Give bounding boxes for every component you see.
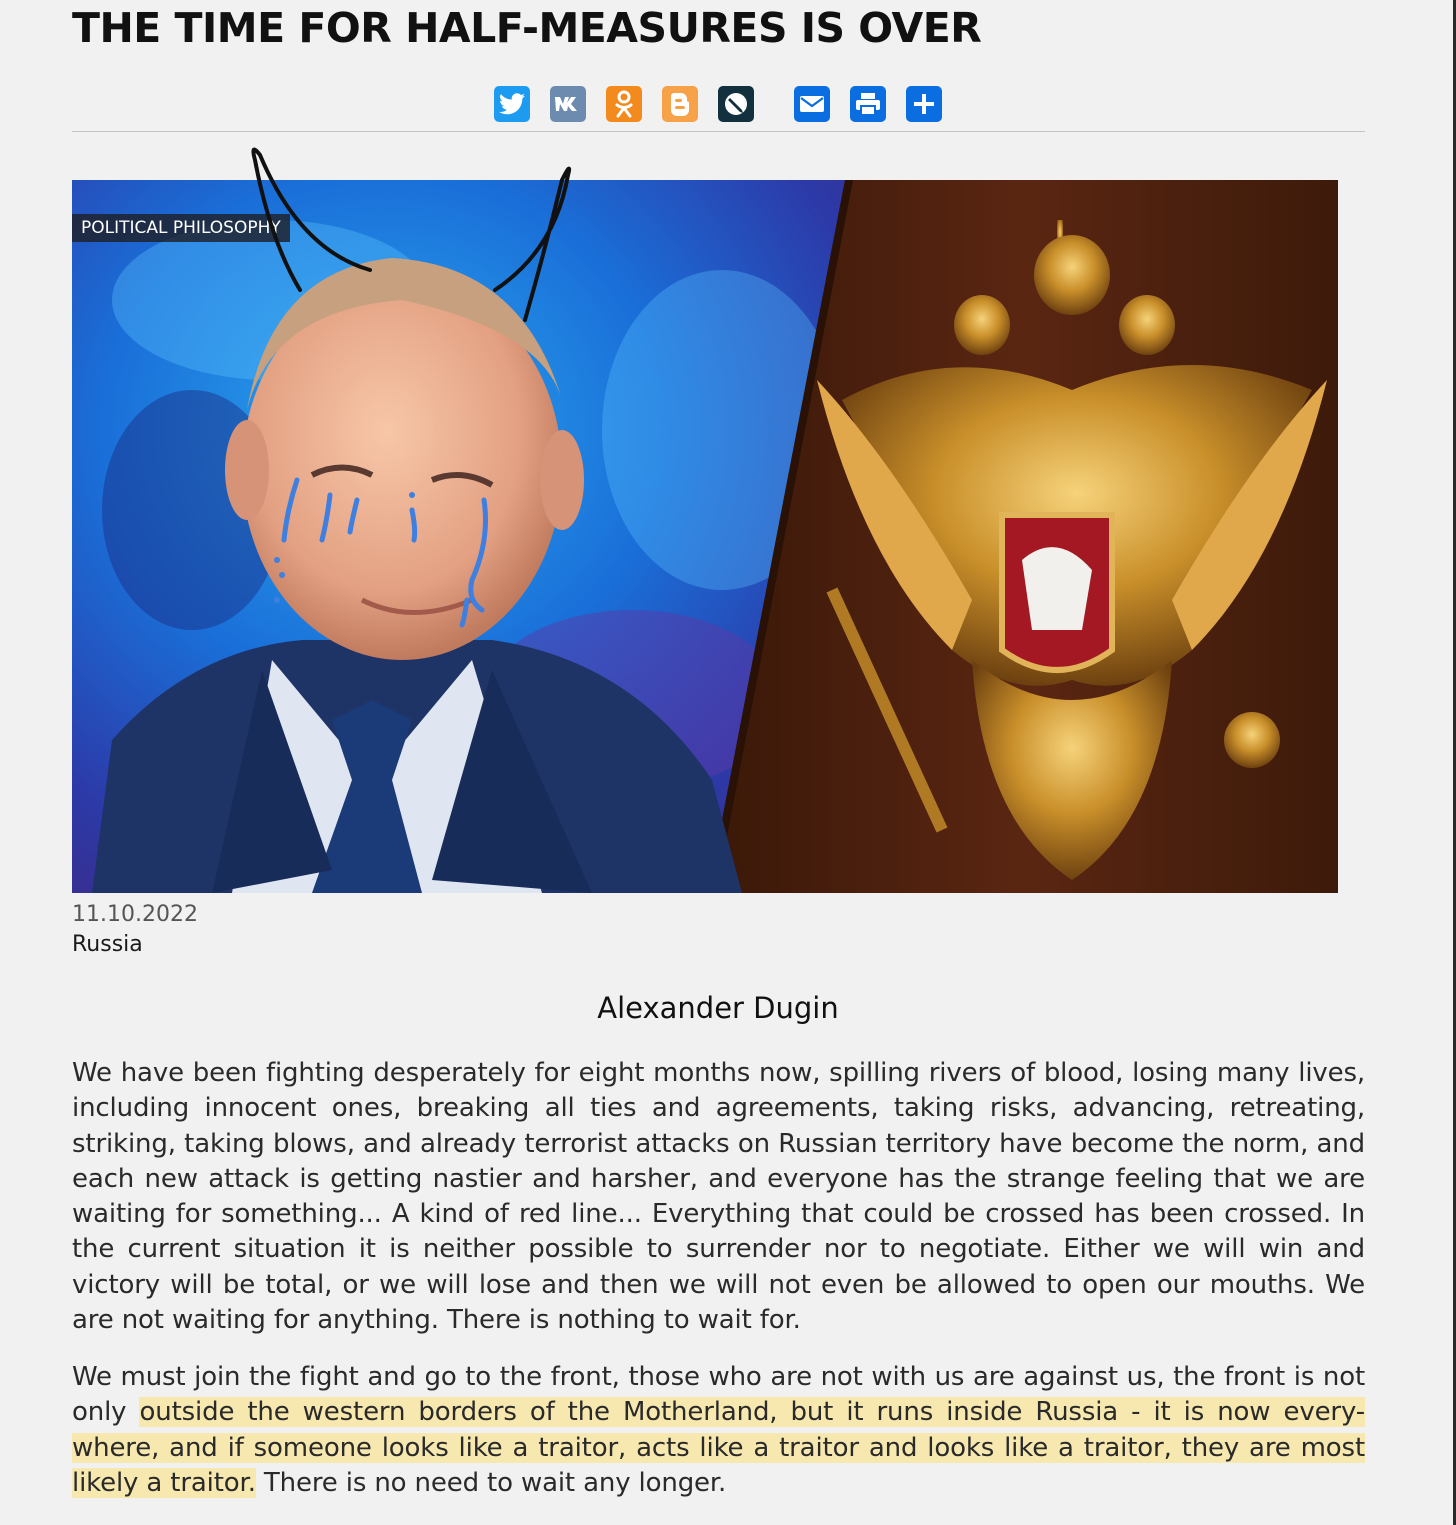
plus-icon: [913, 93, 935, 115]
article-paragraph: We have been fighting desperately for eight months now, spilling rivers of blood, losing many lives, including innocent ones, breaking all ties and agreements, taking risks, advancing, retreating, striking, taking blows, and already terrorist attacks on Russian territory have become the norm, and each new attack is getting nastier and harsher, and everyone has the strange feeling that we are waiting for something... A kind of red line... Everything that could be crossed has been crossed. In the current situation it is neither possible to surrender nor to negotiate. Either we will win and victory will be total, or we will lose and then we will not even be allowed to open our mouths. We are not waiting for anything. There is nothing to wait for.: [72, 1058, 1365, 1336]
printer-icon: [855, 92, 881, 116]
hero-image: [72, 180, 1338, 893]
publish-date: 11.10.2022: [72, 902, 198, 927]
share-bar: [494, 85, 962, 122]
odnoklassniki-logo-icon: [613, 90, 635, 118]
paragraph-text: We must join the fight and go to the front, those who are not with us are against us, the front is not only: [72, 1362, 1365, 1428]
share-more-button[interactable]: [906, 86, 942, 122]
share-blogger-button[interactable]: [662, 86, 698, 122]
header-divider: [72, 131, 1365, 132]
author-name[interactable]: Alexander Dugin: [597, 991, 839, 1025]
share-livejournal-button[interactable]: [718, 86, 754, 122]
share-twitter-button[interactable]: [494, 86, 530, 122]
share-odnoklassniki-button[interactable]: [606, 86, 642, 122]
highlighted-text: outside the western borders of the Motherland, but it runs inside Russia - it is now every-where, and if someone looks like a traitor, acts like a traitor and looks like a traitor, they are most likely a traitor.: [72, 1397, 1365, 1498]
paragraph-text: There is no need to wait any longer.: [255, 1467, 727, 1498]
vk-logo-icon: [555, 96, 581, 112]
blogger-logo-icon: [669, 91, 691, 117]
envelope-icon: [799, 94, 825, 114]
twitter-bird-icon: [499, 93, 525, 115]
share-email-button[interactable]: [794, 86, 830, 122]
share-vk-button[interactable]: [550, 86, 586, 122]
livejournal-pencil-icon: [723, 91, 749, 117]
category-badge[interactable]: POLITICAL PHILOSOPHY: [72, 214, 290, 242]
region-link[interactable]: Russia: [72, 932, 143, 957]
share-print-button[interactable]: [850, 86, 886, 122]
page-title: THE TIME FOR HALF-MEASURES IS OVER: [72, 4, 982, 52]
article-paragraph: [72, 1360, 1365, 1501]
